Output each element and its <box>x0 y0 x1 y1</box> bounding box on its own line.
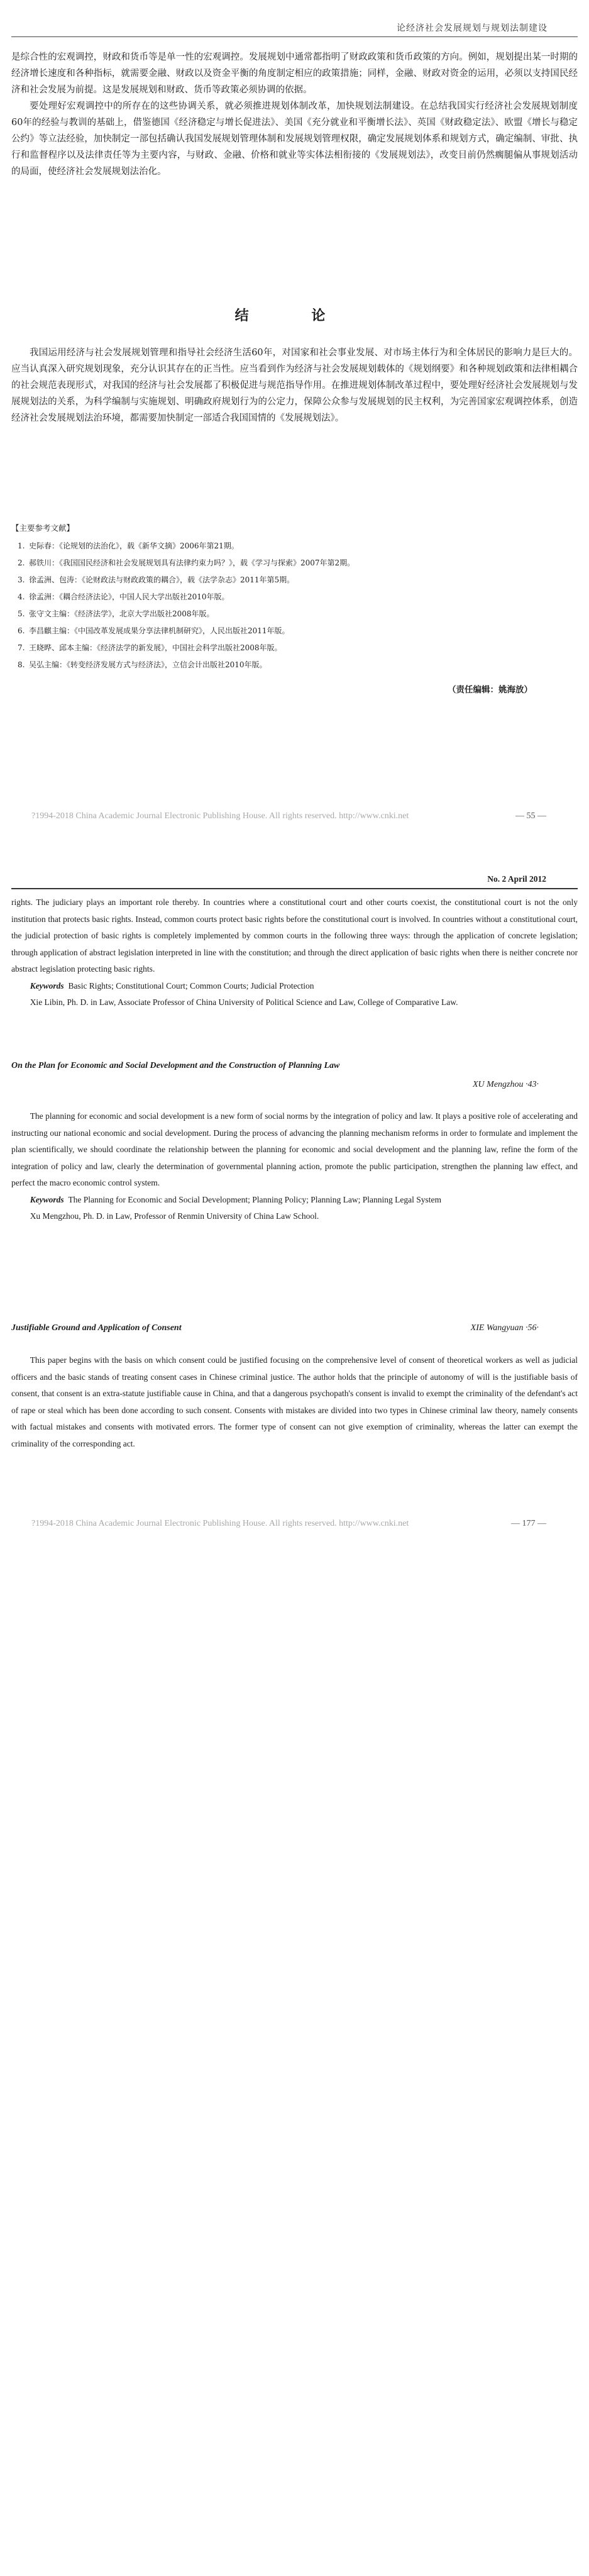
copyright-footer <box>31 811 578 821</box>
blank-page-area <box>0 1723 589 2576</box>
reference-item: 1. 史际春：《论规划的法治化》，载《新华文摘》2006年第21期。 <box>18 541 239 550</box>
abstract-paragraph: The planning for economic and social development is a new form of social norms by the integration of policy and law. It plays a positive role of accelerating and instructing our national economic and social development. During the process of advancing the planning mechanism reforms in order to formulate and implement the plan scientifically, we should coordinate the relationship between the planning for economic and social development and the planning law, refine the form of the integration of policy and law, clearly the determination of governmental planning action, promote the public participation, strengthen the planning law effect, and perfect the macro economic control system. <box>11 1111 578 1187</box>
author-bio: Xu Mengzhou, Ph. D. in Law, Professor of Renmin University of China Law School. <box>30 1211 319 1221</box>
reference-item: 6. 李昌麒主编：《中国改革发展成果分享法律机制研究》，人民出版社2011年版。 <box>18 626 290 635</box>
running-head: 论经济社会发展规划与规划法制建设 <box>397 23 548 33</box>
conclusion-text <box>11 345 578 426</box>
reference-item: 3. 徐孟洲、包涛：《论财政法与财政政策的耦合》，载《法学杂志》2011年第5期。 <box>18 575 295 584</box>
copyright-text: ?1994-2018 China Academic Journal Electronic Publishing House. All rights reserved. http://www.cnki.net <box>31 1519 409 1528</box>
responsible-editor: （责任编辑：姚海放） <box>448 685 532 695</box>
reference-item: 4. 徐孟洲：《耦合经济法论》，中国人民大学出版社2010年版。 <box>18 592 229 601</box>
author-bio: Xie Libin, Ph. D. in Law, Associate Professor of China University of Political Science and Law, College of Comparative Law. <box>30 997 458 1007</box>
conclusion-heading: 结 论 <box>234 308 355 324</box>
article-author: XIE Wangyuan ·56· <box>470 1323 539 1333</box>
header-rule <box>11 888 578 889</box>
keywords-label: Keywords <box>30 1194 64 1204</box>
copyright-footer <box>31 1519 578 1529</box>
article-abstract <box>11 1352 578 1452</box>
page-number: — 55 — <box>515 811 546 821</box>
keywords-line <box>11 1192 578 1209</box>
journal-page-55 <box>0 0 589 855</box>
journal-page-177 <box>0 855 589 1723</box>
header-rule <box>11 36 578 37</box>
abstract-paragraph: rights. The judiciary plays an important role thereby. In countries where a constitutional court and other courts coexist, the constitutional court is not the only institution that protects basic rights. Instead, common courts protect basic rights before the constitutional court is involved. In countries without a constitutional court, the judicial protection of basic rights is completely implemented by common courts in the following three ways: through the application of concrete legislation; through application of abstract legislation interpreted in line with the constitution; and through the direct application of basic rights when there is neither concrete nor abstract legislation protecting basic rights. <box>11 897 578 974</box>
article-author: XU Mengzhou ·43· <box>473 1080 539 1089</box>
keywords-line <box>11 978 578 995</box>
article-abstract <box>11 1108 578 1225</box>
keywords-label: Keywords <box>30 980 64 991</box>
reference-item: 8. 吴弘主编：《转变经济发展方式与经济法》，立信会计出版社2010年版。 <box>18 660 267 669</box>
abstract-continuation <box>11 894 578 1011</box>
body-paragraph: 要处理好宏观调控中的所存在的这些协调关系，就必须推进规划体制改革，加快规划法制建设。在总结我国实行经济社会发展规划制度60年的经验与教训的基础上，借鉴德国《经济稳定与增长促进法》、美国《充分就业和平衡增长法》、英国《财政稳定法》、欧盟《增长与稳定公约》等立法经验，加快制定一部包括确认我国发展规划管理体制和发展规划管理权限，确定发展规划体系和规划方式，确定编制、审批、执行和监督程序以及法律责任等为主要内容，与财政、金融、价格和就业等实体法相衔接的《发展规划法》，改变目前仍然瘸腿偏从事规划活动的局面，使经济社会发展规划法治化。 <box>11 101 578 177</box>
article-title: Justifiable Ground and Application of Consent <box>11 1323 182 1333</box>
page-number: — 177 — <box>511 1519 546 1528</box>
conclusion-paragraph: 我国运用经济与社会发展规划管理和指导社会经济生活60年，对国家和社会事业发展、对市场主体行为和全体居民的影响力是巨大的。应当认真深入研究规划现象，充分认识其存在的正当性。应当看到作为经济与社会发展规划载体的《规划纲要》和各种规划政策和法律相耦合的社会规范表现形式，对我国的经济与社会发展都了积极促进与规范指导作用。在推进规划体制改革过程中，要处理好经济社会发展规划与发展规划法的关系，为科学编制与实施规划、明确政府规划行为的公定力，保障公众参与发展规划的民主权利，为完善国家宏观调控体系，创造经济社会发展规划法治环境，都需要加快制定一部适合我国国情的《发展规划法》。 <box>11 348 578 423</box>
issue-header: No. 2 April 2012 <box>487 874 546 884</box>
reference-item: 2. 郝铁川：《我国国民经济和社会发展规划具有法律约束力吗？》，载《学习与探索》2007年第2期。 <box>18 558 355 567</box>
reference-item: 7. 王晓晔、邱本主编：《经济法学的新发展》，中国社会科学出版社2008年版。 <box>18 643 282 652</box>
references-heading: 【主要参考文献】 <box>11 523 75 533</box>
keywords-text: Basic Rights; Constitutional Court; Common Courts; Judicial Protection <box>68 980 314 991</box>
reference-item: 5. 张守文主编：《经济法学》，北京大学出版社2008年版。 <box>18 609 214 618</box>
abstract-paragraph: This paper begins with the basis on which consent could be justified focusing on the comprehensive level of consent of theoretical workers as well as judicial officers and the basic stands of treating consent cases in Chinese criminal justice. The author holds that the principle of autonomy of will is the justifiable basis of consent, that consent is an extra-statute justifiable cause in China, and that a dangerous psychopath's consent is invalid to exempt the criminality of the defendant's act of rape or steal which has been done according to such consent. Consents with mistakes are divided into two types in Chinese criminal law theory, namely consents with factual mistakes and consents with motivated errors. The former type of consent can not give exemption of criminality, whereas the latter can exempt the criminality of the corresponding act. <box>11 1355 578 1448</box>
keywords-text: The Planning for Economic and Social Development; Planning Policy; Planning Law; Planning Legal System <box>68 1194 441 1204</box>
copyright-text: ?1994-2018 China Academic Journal Electronic Publishing House. All rights reserved. http://www.cnki.net <box>31 811 409 821</box>
article-title: On the Plan for Economic and Social Development and the Construction of Planning Law <box>11 1061 340 1070</box>
references-list <box>11 538 355 674</box>
body-text <box>11 49 578 180</box>
body-paragraph: 是综合性的宏观调控，财政和货币等是单一性的宏观调控。发展规划中通常都指明了财政政策和货币政策的方向。例如，规划提出某一时期的经济增长速度和各种指标，就需要金融、财政以及资金平衡的角度制定相应的政策措施；同样，金融、财政对资金的运用，必须以支持国民经济和社会发展为前提。这是发展规划和财政、货币等政策必须协调的依据。 <box>11 52 578 95</box>
